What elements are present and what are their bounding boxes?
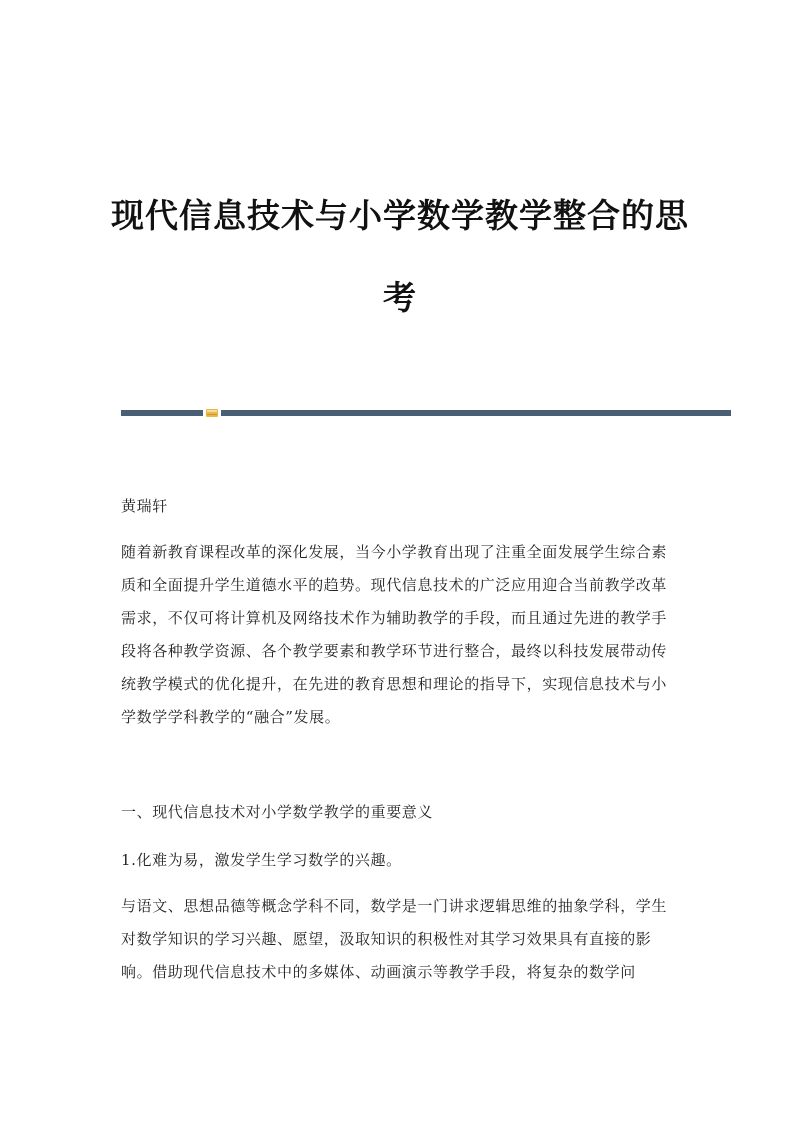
section-heading: 一、现代信息技术对小学数学教学的重要意义: [121, 803, 434, 821]
author-name: 黄瑞轩: [121, 497, 168, 515]
divider-bar-right: [221, 410, 731, 416]
subsection-heading: 1.化难为易，激发学生学习数学的兴趣。: [121, 851, 402, 869]
body-paragraph: 随着新教育课程改革的深化发展，当今小学教育出现了注重全面发展学生综合素质和全面提升学生道德水平的趋势。现代信息技术的广泛应用迎合当前教学改革需求，不仅可将计算机及网络技术作为辅助教学的手段，而且通过先进的教学手段将各种教学资源、各个教学要素和教学环节进行整合，最终以科技发展带动传统教学模式的优化提升，在先进的教育思想和理论的指导下，实现信息技术与小学数学学科教学的“融合”发展。: [121, 543, 668, 726]
document-title-line-1: 现代信息技术与小学数学教学整合的思: [111, 196, 689, 235]
title-divider: [121, 409, 731, 417]
divider-bar-left: [121, 410, 203, 416]
document-title-line-2: 考: [383, 278, 417, 317]
book-emblem-icon: [205, 407, 219, 419]
body-paragraph: 与语文、思想品德等概念学科不同，数学是一门讲求逻辑思维的抽象学科，学生对数学知识的学习兴趣、愿望，汲取知识的积极性对其学习效果具有直接的影响。借助现代信息技术中的多媒体、动画演示等教学手段，将复杂的数学问: [121, 897, 668, 981]
